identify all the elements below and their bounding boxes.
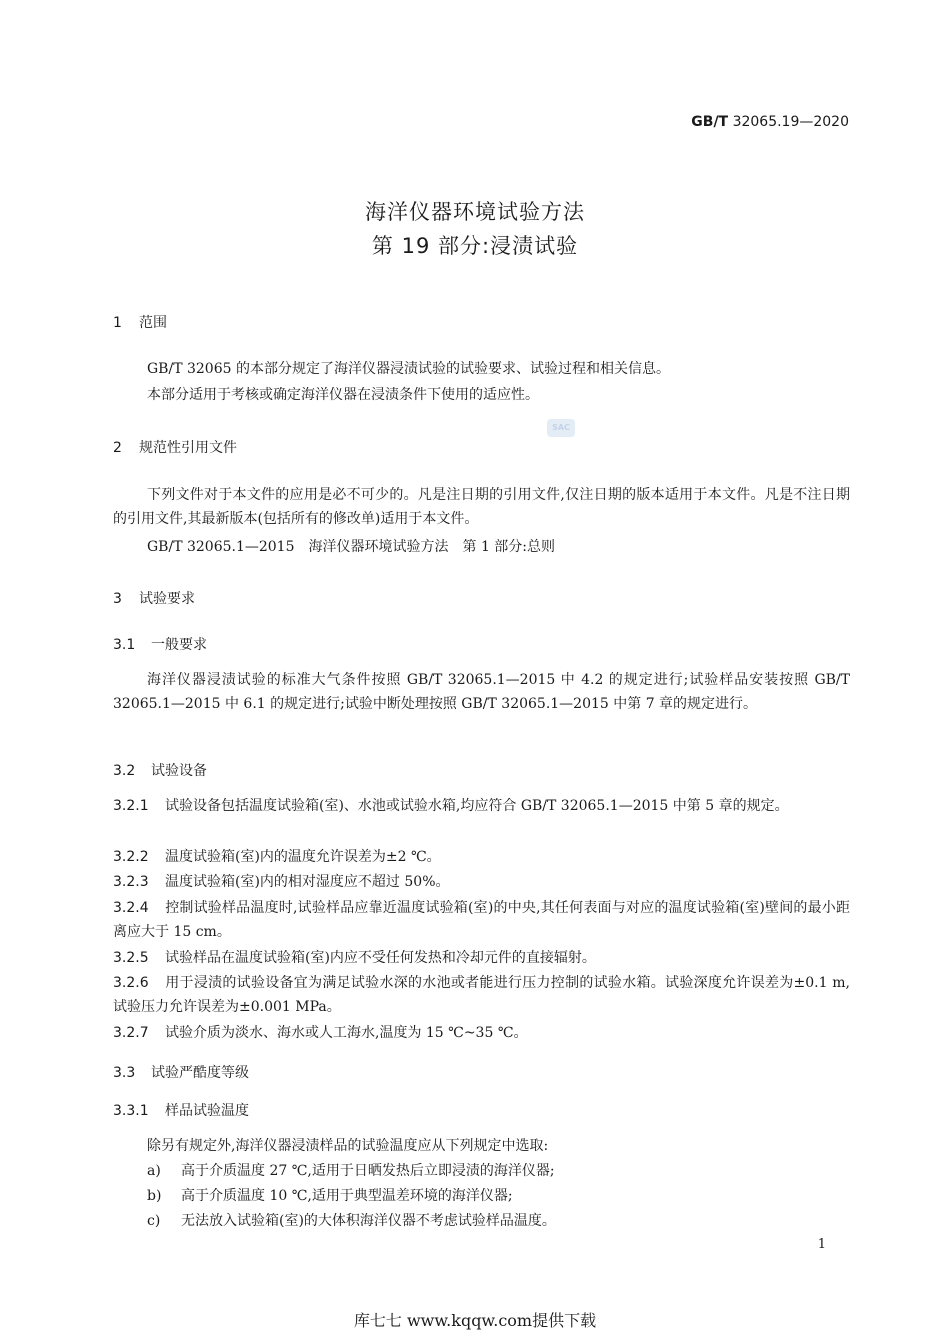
clause-text: 用于浸渍的试验设备宜为满足试验水深的水池或者能进行压力控制的试验水箱。试验深度允许误差为±0.1 m,试验压力允许误差为±0.001 MPa。 <box>113 975 850 1015</box>
download-footer: 库七七 www.kqqw.com提供下载 <box>353 1311 597 1330</box>
list-marker: a) <box>147 1163 161 1179</box>
list-marker: c) <box>147 1213 161 1229</box>
list-text: 高于介质温度 10 ℃,适用于典型温差环境的海洋仪器; <box>181 1188 513 1204</box>
section-number: 3.2 <box>113 763 136 779</box>
section-number: 1 <box>113 315 122 331</box>
section-3-3-1-heading <box>113 1100 249 1120</box>
section-title: 样品试验温度 <box>165 1103 249 1119</box>
sac-watermark-logo: SAC <box>547 419 575 437</box>
list-item-c <box>147 1210 556 1230</box>
clause-text: 温度试验箱(室)内的相对湿度应不超过 50%。 <box>165 874 450 890</box>
clause-3-2-7 <box>113 1021 850 1045</box>
section-3-1-heading <box>113 634 207 654</box>
clause-3-2-4 <box>113 896 850 944</box>
section-number: 3.3 <box>113 1065 136 1081</box>
s1-paragraph-2: 本部分适用于考核或确定海洋仪器在浸渍条件下使用的适应性。 <box>147 387 539 403</box>
section-title: 范围 <box>139 315 167 331</box>
clause-3-2-5 <box>113 946 850 970</box>
section-title: 规范性引用文件 <box>139 440 237 456</box>
section-1-heading <box>113 312 167 332</box>
section-number: 3.3.1 <box>113 1103 149 1119</box>
s2-paragraph-1: 下列文件对于本文件的应用是必不可少的。凡是注日期的引用文件,仅注日期的版本适用于本文件。凡是不注日期的引用文件,其最新版本(包括所有的修改单)适用于本文件。 <box>113 487 850 527</box>
clause-text: 温度试验箱(室)内的温度允许误差为±2 ℃。 <box>165 849 441 865</box>
clause-text: 控制试验样品温度时,试验样品应靠近温度试验箱(室)的中央,其任何表面与对应的温度试验箱(室)壁间的最小距离应大于 15 cm。 <box>113 900 850 940</box>
clause-3-2-6 <box>113 971 850 1019</box>
list-item-b <box>147 1185 513 1205</box>
clause-number: 3.2.3 <box>113 874 149 890</box>
clause-number: 3.2.6 <box>113 975 149 991</box>
s31-paragraph-1: 海洋仪器浸渍试验的标准大气条件按照 GB/T 32065.1—2015 中 4.2 的规定进行;试验样品安装按照 GB/T 32065.1—2015 中 6.1 的规定进行;试验中断处理按照 GB/T 32065.1—2015 中第 7 章的规定进行。 <box>113 672 850 712</box>
s331-intro: 除另有规定外,海洋仪器浸渍样品的试验温度应从下列规定中选取: <box>147 1138 549 1154</box>
clause-number: 3.2.1 <box>113 798 149 814</box>
clause-3-2-1 <box>113 794 850 818</box>
section-2-heading <box>113 437 237 457</box>
list-marker: b) <box>147 1188 162 1204</box>
page-number: 1 <box>817 1237 826 1252</box>
section-number: 3.1 <box>113 637 136 653</box>
clause-number: 3.2.4 <box>113 900 149 916</box>
section-3-2-heading <box>113 760 207 780</box>
section-title: 一般要求 <box>151 637 207 653</box>
standard-prefix: GB/T <box>691 114 729 130</box>
clause-3-2-3 <box>113 870 850 894</box>
clause-number: 3.2.5 <box>113 950 149 966</box>
list-text: 无法放入试验箱(室)的大体积海洋仪器不考虑试验样品温度。 <box>181 1213 556 1229</box>
clause-text: 试验介质为淡水、海水或人工海水,温度为 15 ℃~35 ℃。 <box>165 1025 528 1041</box>
document-title: 海洋仪器环境试验方法 <box>365 200 585 224</box>
list-item-a <box>147 1160 555 1180</box>
clause-number: 3.2.2 <box>113 849 149 865</box>
section-3-heading <box>113 588 195 608</box>
document-subtitle: 第 19 部分:浸渍试验 <box>371 234 579 258</box>
clause-text: 试验设备包括温度试验箱(室)、水池或试验水箱,均应符合 GB/T 32065.1—2015 中第 5 章的规定。 <box>165 798 789 814</box>
section-title: 试验设备 <box>151 763 207 779</box>
section-title: 试验要求 <box>139 591 195 607</box>
standard-code <box>691 114 849 130</box>
clause-3-2-2 <box>113 845 850 869</box>
standard-number: 32065.19—2020 <box>732 114 849 130</box>
s1-paragraph-1: GB/T 32065 的本部分规定了海洋仪器浸渍试验的试验要求、试验过程和相关信息。 <box>147 361 670 377</box>
list-text: 高于介质温度 27 ℃,适用于日晒发热后立即浸渍的海洋仪器; <box>181 1163 555 1179</box>
section-number: 2 <box>113 440 122 456</box>
s2-reference: GB/T 32065.1—2015 海洋仪器环境试验方法 第 1 部分:总则 <box>147 539 556 555</box>
section-title: 试验严酷度等级 <box>151 1065 249 1081</box>
clause-text: 试验样品在温度试验箱(室)内应不受任何发热和冷却元件的直接辐射。 <box>165 950 596 966</box>
section-3-3-heading <box>113 1062 249 1082</box>
clause-number: 3.2.7 <box>113 1025 149 1041</box>
section-number: 3 <box>113 591 122 607</box>
